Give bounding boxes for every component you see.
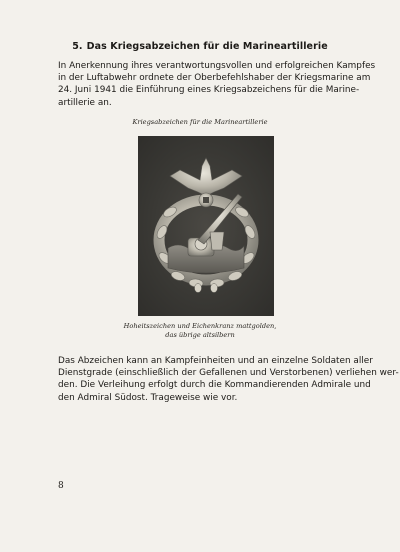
award-paragraph xyxy=(58,355,399,404)
section-heading xyxy=(0,41,400,52)
intro-paragraph xyxy=(58,60,376,109)
badge-photo xyxy=(138,136,274,316)
page-number: 8 xyxy=(58,481,64,491)
paragraph-line: In Anerkennung ihres verantwortungsvollen und erfolgreichen Kampfes xyxy=(58,61,376,71)
figure-caption-top: Kriegsabzeichen für die Marineartillerie xyxy=(132,118,268,126)
paragraph-line: in der Luftabwehr ordnete der Oberbefehlshaber der Kriegsmarine am xyxy=(58,73,371,84)
paragraph-line: Dienstgrade (einschließlich der Gefallenen und Verstorbenen) verliehen wer- xyxy=(58,368,399,379)
paragraph-line: 24. Juni 1941 die Einführung eines Kriegsabzeichens für die Marine- xyxy=(58,85,360,96)
paragraph-line: den Admiral Südost. Trageweise wie vor. xyxy=(58,392,238,403)
naval-artillery-badge-image xyxy=(138,136,274,316)
section-number: 5. xyxy=(72,41,83,52)
caption-line: Hoheitszeichen und Eichenkranz mattgolden, xyxy=(123,322,277,330)
paragraph-line: Das Abzeichen kann an Kampfeinheiten und an einzelne Soldaten aller xyxy=(58,356,373,366)
paragraph-line: artillerie an. xyxy=(58,97,112,108)
figure-caption-bottom xyxy=(0,322,400,340)
paragraph-line: den. Die Verleihung erfolgt durch die Kommandierenden Admirale und xyxy=(58,380,371,391)
section-title: Das Kriegsabzeichen für die Marineartillerie xyxy=(86,41,328,52)
caption-line: das übrige altsilbern xyxy=(165,330,235,339)
